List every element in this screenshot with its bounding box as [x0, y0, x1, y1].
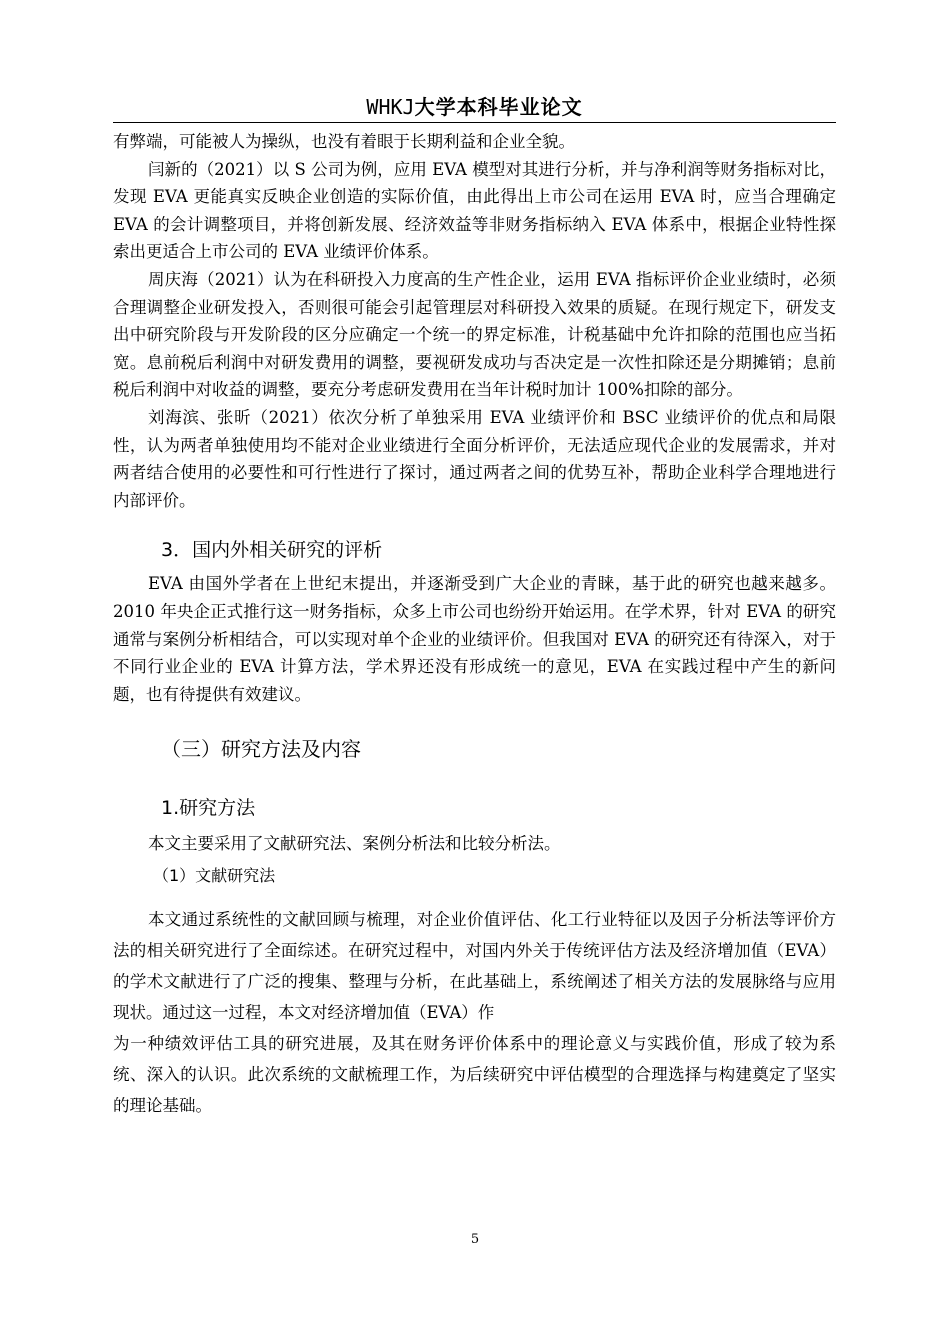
header-title: 大学本科毕业论文 — [414, 95, 583, 119]
section-heading-review: 3．国内外相关研究的评析 — [161, 539, 383, 562]
page-number: 5 — [470, 1232, 480, 1247]
paragraph: 本文主要采用了文献研究法、案例分析法和比较分析法。 — [148, 834, 561, 854]
paragraph: 本文通过系统性的文献回顾与梳理，对企业价值评估、化工行业特征以及因子分析法等评价方法的相关研究进行了全面综述。在研究过程中，对国内外关于传统评估方法及经济增加值（EVA）的学术文献进行了广泛的搜集、整理与分析，在此基础上，系统阐述了相关方法的发展脉络与应用现状。通过这一过程，本文对经济增加值（EVA）作 — [113, 909, 836, 1022]
paragraph: EVA 由国外学者在上世纪末提出，并逐渐受到广大企业的青睐，基于此的研究也越来越多。2010 年央企正式推行这一财务指标，众多上市公司也纷纷开始运用。在学术界，针对 EVA 的研究通常与案例分析相结合，可以实现对单个企业的业绩评价。但我国对 EVA 的研究还有待深入，对于不同行业企业的 EVA 计算方法，学术界还没有形成统一的意见，EVA 在实践过程中产生的新问题，也有待提供有效建议。 — [113, 574, 836, 704]
subsection-heading-method: 1.研究方法 — [161, 797, 256, 820]
paragraph: 闫新的（2021）以 S 公司为例，应用 EVA 模型对其进行分析，并与净利润等财务指标对比，发现 EVA 更能真实反映企业创造的实际价值，由此得出上市公司在运用 EVA 时，应当合理确定 EVA 的会计调整项目，并将创新发展、经济效益等非财务指标纳入 EVA 体系中，根据企业特性探索出更适合上市公司的 EVA 业绩评价体系。 — [113, 159, 836, 262]
subsection-heading-literature: （1）文献研究法 — [153, 865, 276, 885]
paragraph: 刘海滨、张昕（2021）依次分析了单独采用 EVA 业绩评价和 BSC 业绩评价的优点和局限性，认为两者单独使用均不能对企业业绩进行全面分析评价，无法适应现代企业的发展需求，并对两者结合使用的必要性和可行性进行了探讨，通过两者之间的优势互补，帮助企业科学合理地进行内部评价。 — [113, 407, 836, 510]
page-header — [113, 94, 836, 123]
section-heading-methods: （三）研究方法及内容 — [161, 737, 361, 762]
document-body — [113, 128, 836, 1121]
paragraph: 有弊端，可能被人为操纵，也没有着眼于长期利益和企业全貌。 — [113, 132, 575, 151]
paragraph: 为一种绩效评估工具的研究进展，及其在财务评价体系中的理论意义与实践价值，形成了较为系统、深入的认识。此次系统的文献梳理工作，为后续研究中评估模型的合理选择与构建奠定了坚实的理论基础。 — [113, 1033, 836, 1115]
header-code: WHKJ — [366, 95, 415, 119]
paragraph: 周庆海（2021）认为在科研投入力度高的生产性企业，运用 EVA 指标评价企业业绩时，必须合理调整企业研发投入，否则很可能会引起管理层对科研投入效果的质疑。在现行规定下，研发支出中研究阶段与开发阶段的区分应确定一个统一的界定标准，计税基础中允许扣除的范围也应当拓宽。息前税后利润中对研发费用的调整，要视研发成功与否决定是一次性扣除还是分期摊销；息前税后利润中对收益的调整，要充分考虑研发费用在当年计税时加计 100%扣除的部分。 — [113, 269, 836, 400]
